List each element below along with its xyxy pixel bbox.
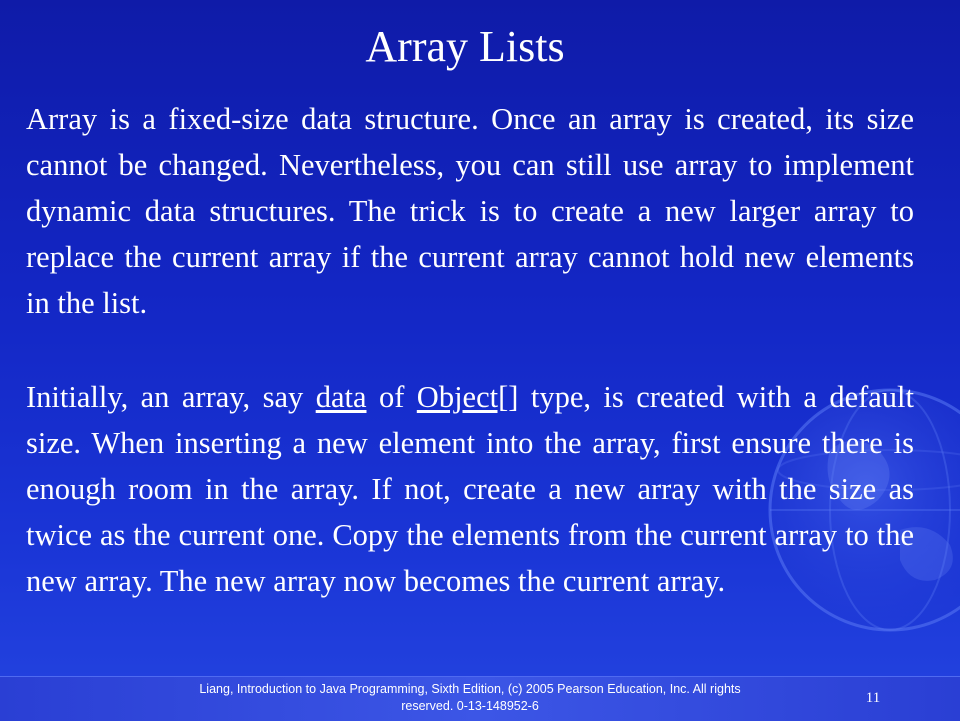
body-paragraph-1: Array is a fixed-size data structure. Once an array is created, its size cannot be changed. Nevertheless, you can still use array to implement dynamic data structures. The trick is to create a new larger array to replace the current array if the current array cannot hold new elements in the list.	[26, 102, 914, 320]
paragraph-2-text: Initially, an array, say	[26, 380, 316, 414]
paragraph-2-text: of	[366, 380, 417, 414]
body-paragraph-2	[26, 374, 914, 604]
paragraph-2-text: type, is created with a default size. When inserting a new element into the array, first ensure there is enough room in the array. If not, create a new array with the size as twice as the current one. Copy the elements from the current array to the new array. The new array now becomes the current array.	[26, 380, 914, 598]
page-number: 11	[865, 690, 881, 706]
slide-title: Array Lists	[365, 22, 565, 71]
term-data: data	[315, 380, 367, 414]
footer-citation: Liang, Introduction to Java Programming, Sixth Edition, (c) 2005 Pearson Education, Inc. All rights reserved. 0-13-148952-6	[199, 682, 741, 713]
term-object-array: Object[]	[416, 380, 519, 414]
